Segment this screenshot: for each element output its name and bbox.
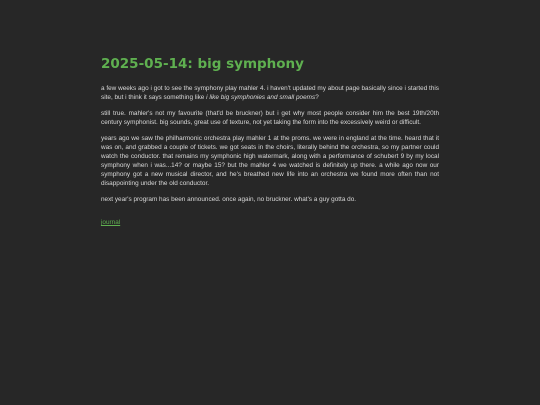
post-title: 2025-05-14: big symphony xyxy=(101,56,304,72)
paragraph-1-emphasis: i like big symphonies and small poems xyxy=(206,94,316,101)
journal-link[interactable]: journal xyxy=(101,219,121,226)
post-paragraph-1 xyxy=(101,84,439,102)
post-body xyxy=(101,84,439,229)
post-paragraph-4: next year's program has been announced. once again, no bruckner. what's a guy gotta do. xyxy=(101,196,357,203)
post-paragraph-3: years ago we saw the philharmonic orchestra play mahler 1 at the proms. we were in england at the time. heard that it was on, and grabbed a couple of tickets. we got seats in the choirs, literally behind the orchestra, so my partner could watch the conductor. that remains my symphonic high watermark, along with a performance of schubert 9 by my local symphony when i was...14? or maybe 15? but the mahler 4 we watched is definitely up there. a while ago now our symphony got a new musical director, and he's breathed new life into an orchestra we found more often than not disappointing under the old conductor. xyxy=(101,135,439,187)
paragraph-1-text: a few weeks ago i got to see the symphony play mahler 4. i haven't updated my about page basically since i started this site, but i think it says something like xyxy=(101,85,439,101)
paragraph-1-end: ? xyxy=(315,94,319,101)
post-paragraph-2: still true. mahler's not my favourite (that'd be bruckner) but i get why most people consider him the best 19th/20th century symphonist. big sounds, great use of texture, not yet taking the form into the excessively weird or difficult. xyxy=(101,110,439,126)
